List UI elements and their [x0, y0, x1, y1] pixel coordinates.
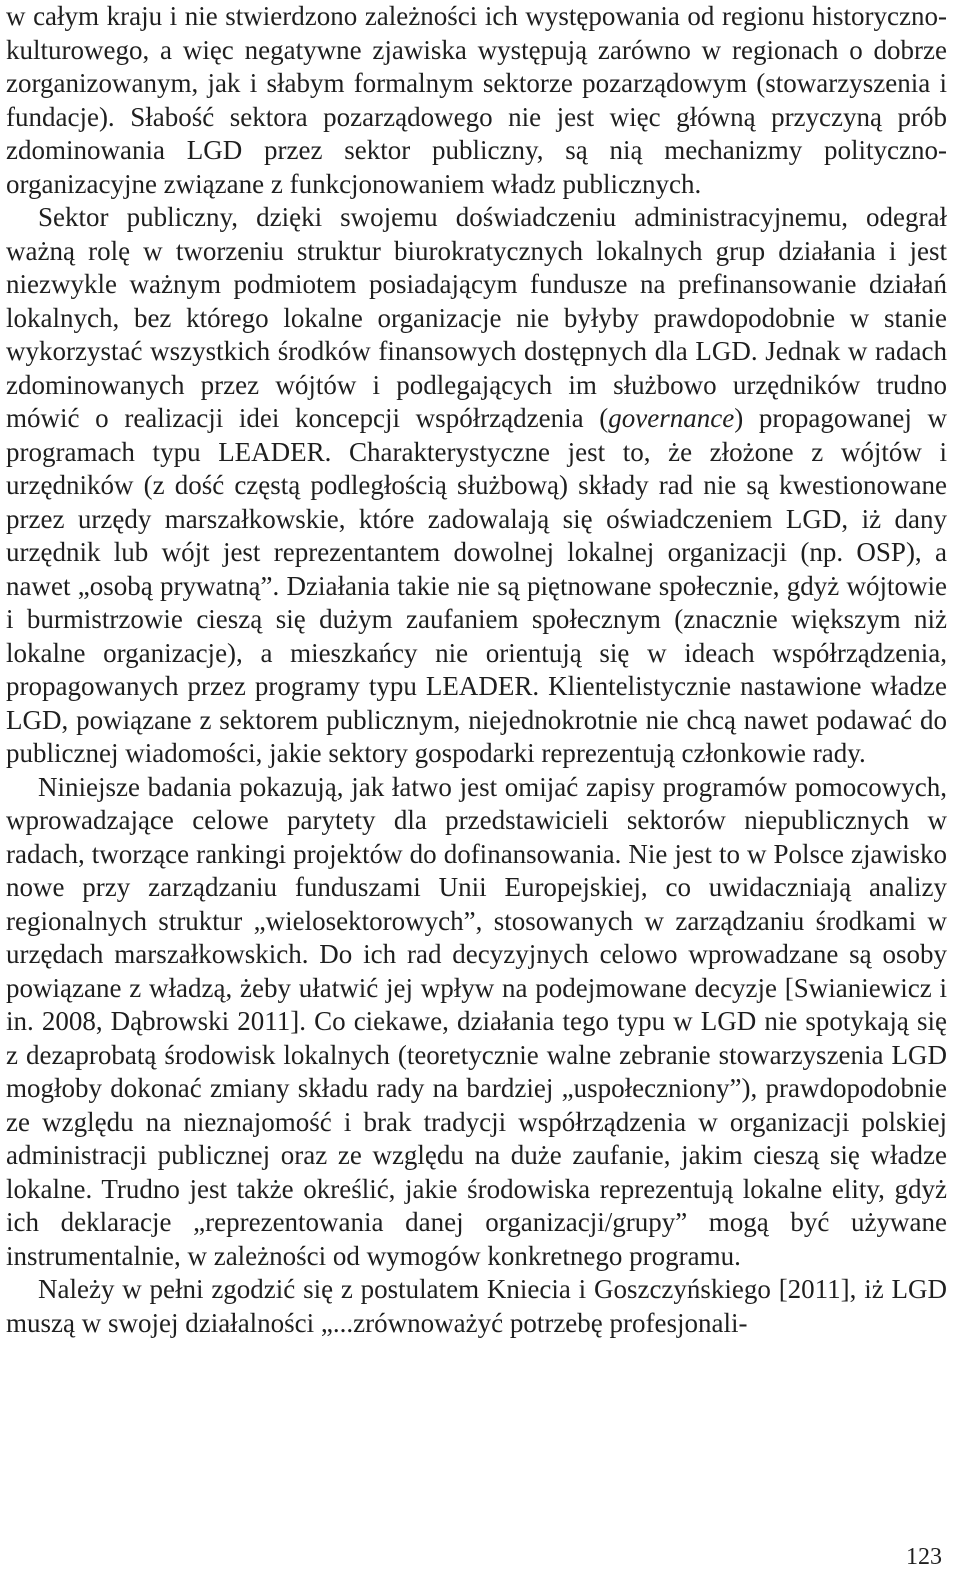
paragraph-4: Należy w pełni zgodzić się z postulatem Kniecia i Goszczyńskiego [2011], iż LGD muszą w swojej działalności „...zrównoważyć potrzebę profesjonali- — [6, 1274, 947, 1338]
paragraph-1: w całym kraju i nie stwierdzono zależności ich występowania od regionu historyczno-kulturowego, a więc negatywne zjawiska występują zarówno w regionach o dobrze zorganizowanym, jak i słabym formalnym sektorze pozarządowym (stowarzyszenia i fundacje). Słabość sektora pozarządowego nie jest więc główną przyczyną prób zdominowania LGD przez sektor publiczny, są nią mechanizmy polityczno-organizacyjne związane z funkcjonowaniem władz publicznych. — [6, 1, 947, 199]
page-number: 123 — [906, 1544, 942, 1570]
governance-term: governance — [608, 403, 735, 433]
paragraph-2-text-b: ) propagowanej w programach typu LEADER. Charakterystyczne jest to, że złożone z wójtów i urzędników (z dość częstą podległością służbową) składy rad nie są kwestionowane przez urzędy marszałkowskie, które zadowalają się oświadczeniem LGD, iż dany urzędnik lub wójt jest reprezentantem dowolnej lokalnej organizacji (np. OSP), a nawet „osobą prywatną”. Działania takie nie są piętnowane społecznie, gdyż wójtowie i burmistrzowie cieszą się dużym zaufaniem społecznym (znacznie większym niż lokalne organizacje), a mieszkańcy nie orientują się w ideach współrządzenia, propagowanych przez programy typu LEADER. Klientelistycznie nastawione władze LGD, powiązane z sektorem publicznym, niejednokrotnie nie chcą nawet podawać do publicznej wiadomości, jakie sektory gospodarki reprezentują członkowie rady. — [6, 403, 947, 768]
paragraph-2-text-a: Sektor publiczny, dzięki swojemu doświadczeniu administracyjnemu, odegrał ważną rolę w tworzeniu struktur biurokratycznych lokalnych grup działania i jest niezwykle ważnym podmiotem posiadającym fundusze na prefinansowanie działań lokalnych, bez którego lokalne organizacje nie byłyby prawdopodobnie w stanie wykorzystać wszystkich środków finansowych dostępnych dla LGD. Jednak w radach zdominowanych przez wójtów i podlegających im służbowo urzędników trudno mówić o realizacji idei koncepcji współrządzenia ( — [6, 202, 947, 433]
paragraph-3: Niniejsze badania pokazują, jak łatwo jest omijać zapisy programów pomocowych, wprowadzające celowe parytety dla przedstawicieli sektorów niepublicznych w radach, tworzące rankingi projektów do dofinansowania. Nie jest to w Polsce zjawisko nowe przy zarządzaniu funduszami Unii Europejskiej, co uwidaczniają analizy regionalnych struktur „wielosektorowych”, stosowanych w zarządzaniu środkami w urzędach marszałkowskich. Do ich rad decyzyjnych celowo wprowadzane są osoby powiązane z władzą, żeby ułatwić jej wpływ na podejmowane decyzje [Swianiewicz i in. 2008, Dąbrowski 2011]. Co ciekawe, działania tego typu w LGD nie spotykają się z dezaprobatą środowisk lokalnych (teoretycznie walne zebranie stowarzyszenia LGD mogłoby dokonać zmiany składu rady na bardziej „uspołeczniony”), prawdopodobnie ze względu na nieznajomość i brak tradycji współrządzenia w organizacji polskiej administracji publicznej oraz ze względu na duże zaufanie, jakim cieszą się władze lokalne. Trudno jest także określić, jakie środowiska reprezentują lokalne elity, gdyż ich deklaracje „reprezentowania danej organizacji/grupy” mogą być używane instrumentalnie, w zależności od wymogów konkretnego programu. — [6, 771, 947, 1271]
paragraph-2 — [6, 201, 947, 771]
document-page — [6, 0, 947, 1340]
